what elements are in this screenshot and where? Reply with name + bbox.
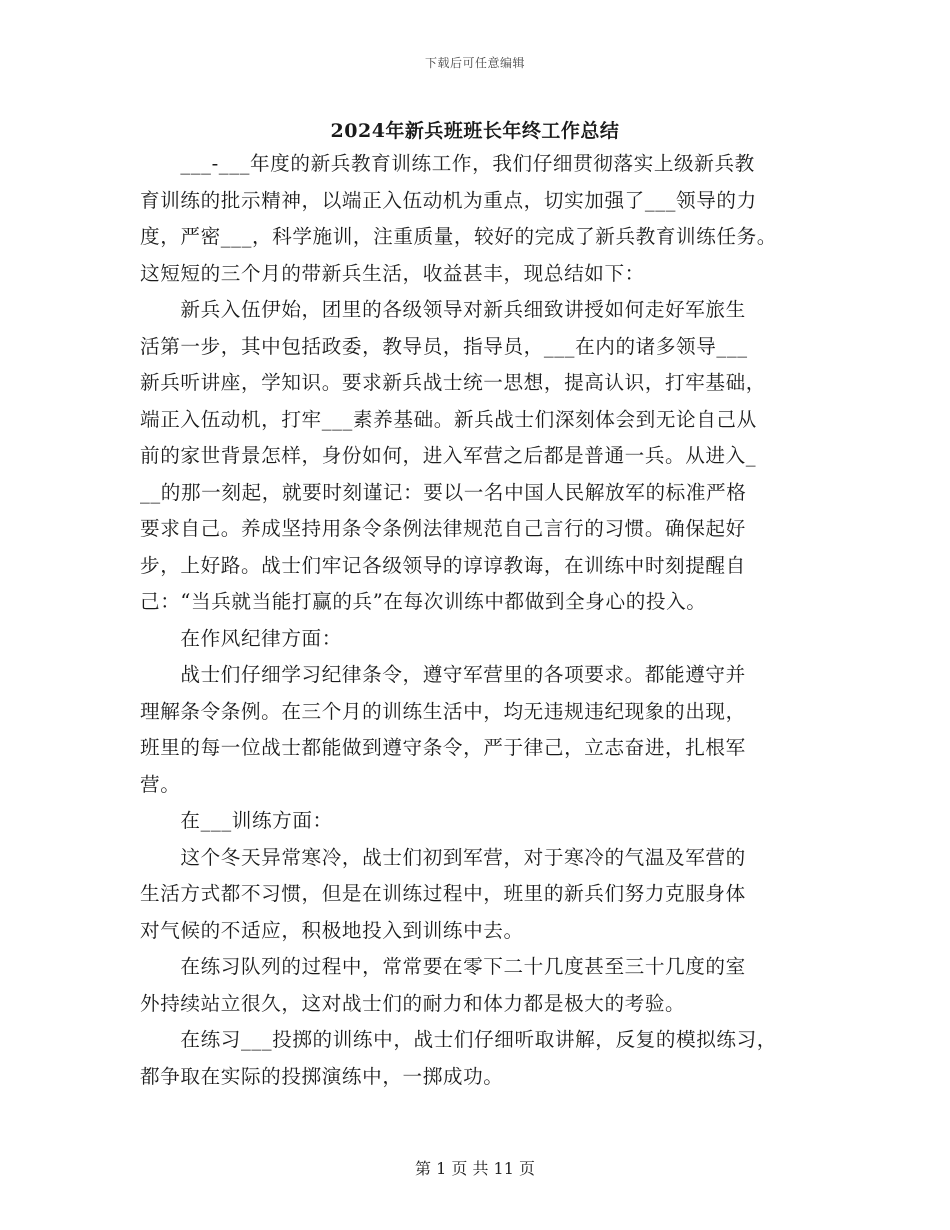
body-line: 对气候的不适应，积极地投入到训练中去。	[140, 918, 524, 942]
body-line: 新兵听讲座，学知识。要求新兵战士统一思想，提高认识，打牢基础，	[140, 371, 767, 394]
body-line: 度，严密___，科学施训，注重质量，较好的完成了新兵教育训练任务。	[140, 225, 778, 248]
body-line: ___-___年度的新兵教育训练工作，我们仔细贯彻落实上级新兵教	[140, 152, 755, 175]
body-line: 在练习___投掷的训练中，战士们仔细听取讲解，反复的模拟练习，	[140, 1028, 778, 1051]
body-line: 要求自己。养成坚持用条令条例法律规范自己言行的习惯。确保起好	[140, 517, 746, 540]
body-line: 班里的每一位战士都能做到遵守条令，严于律己，立志奋进，扎根军	[140, 736, 746, 759]
body-line: 营。	[140, 772, 181, 796]
body-line: 都争取在实际的投掷演练中，一掷成功。	[140, 1064, 504, 1088]
body-line: 步，上好路。战士们牢记各级领导的谆谆教诲，在训练中时刻提醒自	[140, 553, 746, 577]
body-line: 这短短的三个月的带新兵生活，收益甚丰，现总结如下：	[140, 261, 645, 285]
body-line: 前的家世背景怎样，身份如何，进入军营之后都是普通一兵。从进入_	[140, 444, 757, 467]
body-line: 在练习队列的过程中，常常要在零下二十几度甚至三十几度的室	[140, 955, 746, 978]
document-title: 2024年新兵班班长年终工作总结	[330, 120, 620, 142]
page-number: 第 1 页 共 11 页	[415, 1159, 535, 1178]
body-line: 活第一步，其中包括政委，教导员，指导员，___在内的诸多领导___	[140, 334, 748, 358]
body-line: 这个冬天异常寒冷，战士们初到军营，对于寒冷的气温及军营的	[140, 845, 746, 869]
download-note: 下载后可任意编辑	[424, 56, 525, 70]
body-line: 端正入伍动机，打牢___素养基础。新兵战士们深刻体会到无论自己从	[140, 407, 757, 431]
body-line: 战士们仔细学习纪律条令，遵守军营里的各项要求。都能遵守并	[140, 663, 746, 686]
body-line: 己：“当兵就当能打赢的兵”在每次训练中都做到全身心的投入。	[140, 590, 707, 613]
body-line: 外持续站立很久，这对战士们的耐力和体力都是极大的考验。	[140, 991, 686, 1015]
section-heading: 在作风纪律方面：	[140, 626, 342, 650]
body-line: 理解条令条例。在三个月的训练生活中，均无违规违纪现象的出现，	[140, 699, 746, 723]
body-line: 新兵入伍伊始，团里的各级领导对新兵细致讲授如何走好军旅生	[140, 298, 746, 321]
body-line: 育训练的批示精神，以端正入伍动机为重点，切实加强了___领导的力	[140, 188, 757, 212]
document-body	[140, 146, 812, 1095]
section-heading: 在___训练方面：	[140, 809, 333, 832]
body-line: 生活方式都不习惯，但是在训练过程中，班里的新兵们努力克服身体	[140, 882, 746, 905]
body-line: __的那一刻起，就要时刻谨记：要以一名中国人民解放军的标准严格	[140, 480, 747, 504]
